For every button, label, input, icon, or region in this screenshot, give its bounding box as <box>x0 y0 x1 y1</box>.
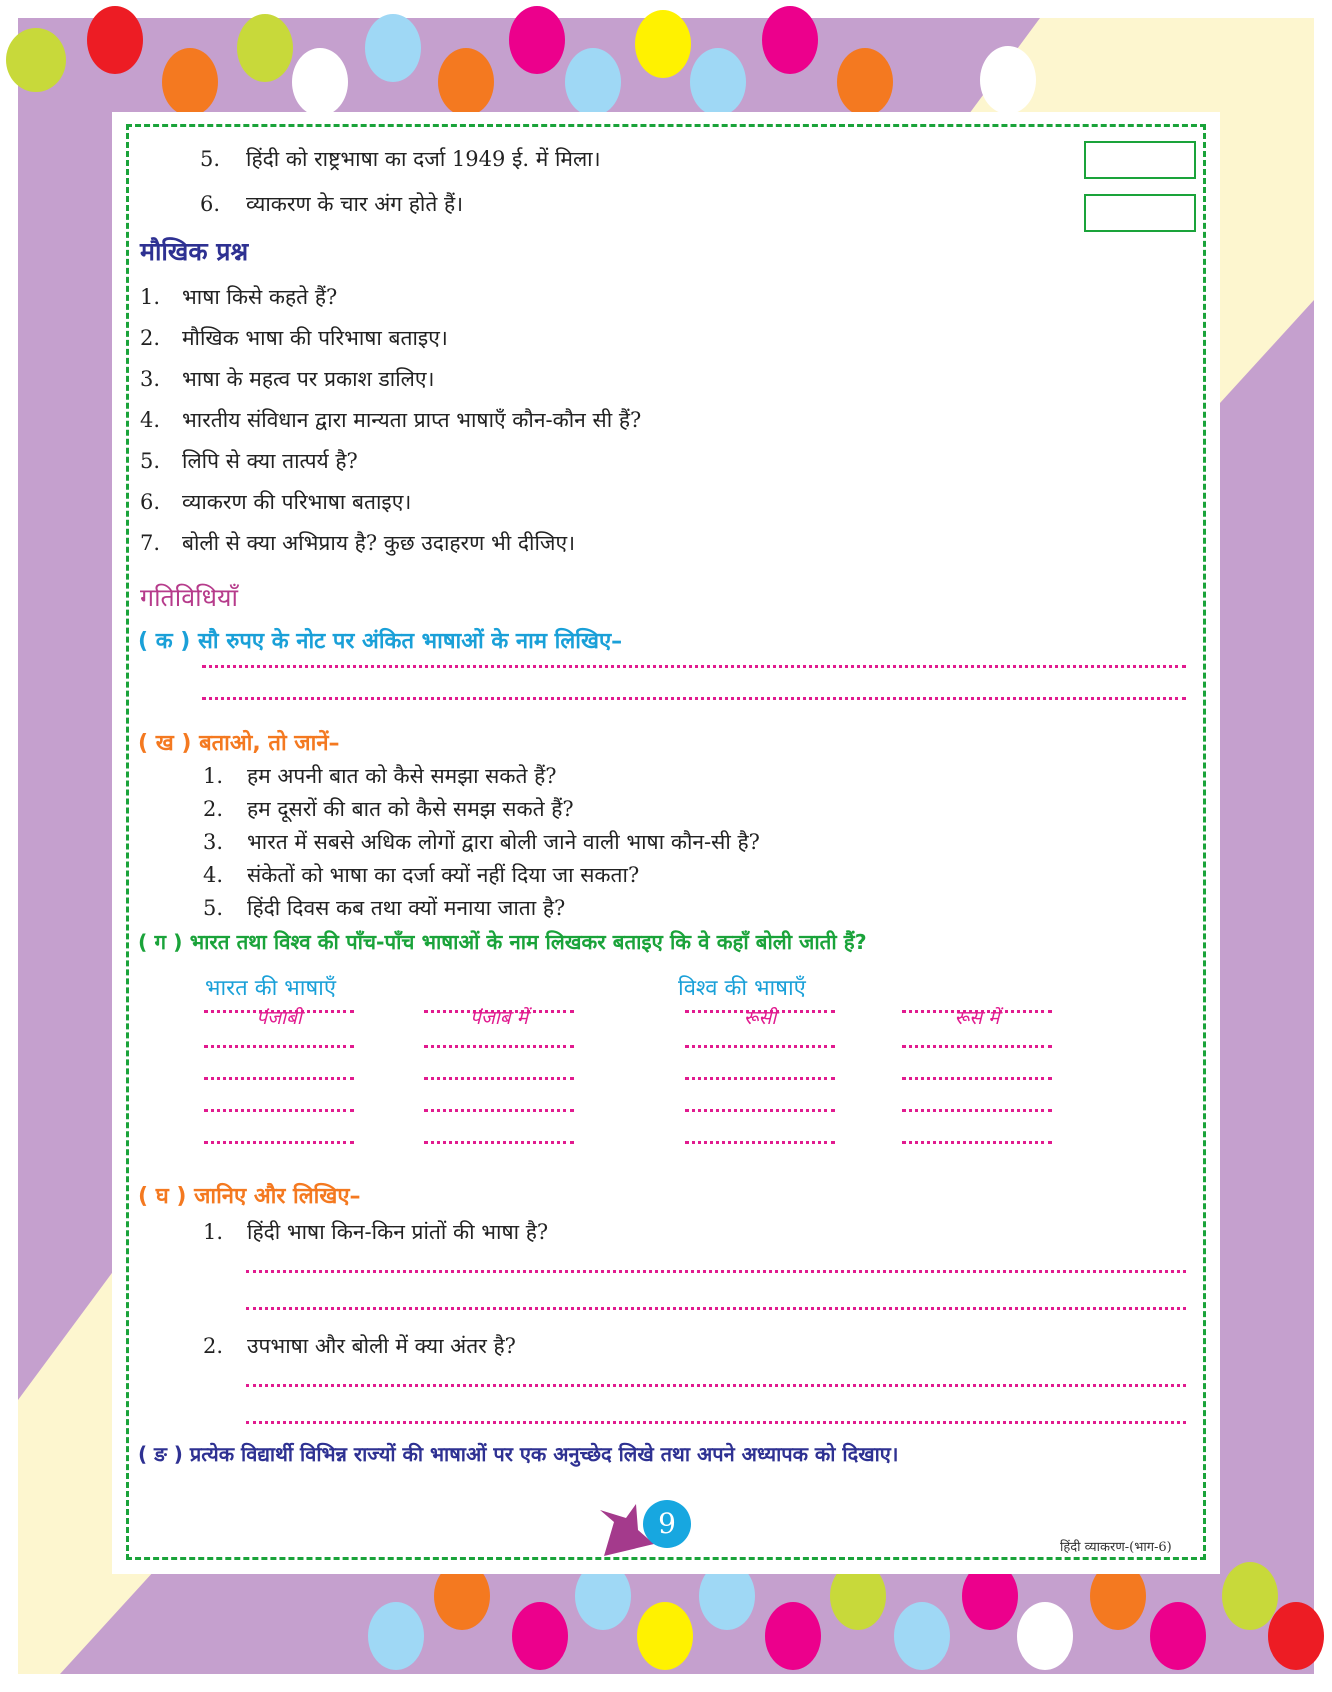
oral-heading: मौखिक प्रश्न <box>140 237 249 266</box>
answer-line[interactable] <box>685 1045 835 1048</box>
activity-kha-title: ( ख ) बताओ, तो जानें– <box>138 731 340 756</box>
answer-line[interactable] <box>685 1141 835 1144</box>
example-india-place: पंजाब में <box>469 1007 529 1029</box>
activity-nga-prompt: ( ङ ) प्रत्येक विद्यार्थी विभिन्न राज्यों की भाषाओं पर एक अनुच्छेद लिखे तथा अपने अध्यापक को दिखाए। <box>138 1442 899 1466</box>
footer-book-title: हिंदी व्याकरण-(भाग-6) <box>1060 1540 1172 1555</box>
kha-item: 3. भारत में सबसे अधिक लोगों द्वारा बोली जाने वाली भाषा कौन-सी है? <box>203 830 760 854</box>
oral-item: 1. भाषा किसे कहते हैं? <box>140 285 338 309</box>
activities-heading: गतिविधियाँ <box>140 583 239 612</box>
kha-item: 5. हिंदी दिवस कब तथा क्यों मनाया जाता है? <box>203 896 566 920</box>
gha-item: 1. हिंदी भाषा किन-किन प्रांतों की भाषा है? <box>203 1220 549 1244</box>
activity-gha-title: ( घ ) जानिए और लिखिए– <box>138 1184 361 1209</box>
statement-6: 6. व्याकरण के चार अंग होते हैं। <box>200 192 464 216</box>
gha-item: 2. उपभाषा और बोली में क्या अंतर है? <box>203 1334 516 1358</box>
oral-item: 3. भाषा के महत्व पर प्रकाश डालिए। <box>140 367 435 391</box>
kha-item: 4. संकेतों को भाषा का दर्जा क्यों नहीं दिया जा सकता? <box>203 863 640 887</box>
answer-line[interactable] <box>685 1109 835 1112</box>
activity-ka-prompt: ( क ) सौ रुपए के नोट पर अंकित भाषाओं के नाम लिखिए– <box>138 629 623 654</box>
answer-line[interactable] <box>902 1045 1052 1048</box>
answer-line[interactable] <box>424 1141 574 1144</box>
answer-line[interactable] <box>246 1307 1186 1310</box>
example-india-language: पंजाबी <box>256 1007 302 1029</box>
answer-line[interactable] <box>246 1421 1186 1424</box>
answer-line[interactable] <box>246 1270 1186 1273</box>
oral-item: 4. भारतीय संविधान द्वारा मान्यता प्राप्त भाषाएँ कौन-कौन सी हैं? <box>140 408 642 432</box>
answer-line[interactable] <box>202 697 1186 700</box>
oral-item: 6. व्याकरण की परिभाषा बताइए। <box>140 490 412 514</box>
example-world-place: रूस में <box>954 1007 1000 1029</box>
oral-item: 2. मौखिक भाषा की परिभाषा बताइए। <box>140 326 448 350</box>
activity-ga-title: ( ग ) भारत तथा विश्व की पाँच-पाँच भाषाओं के नाम लिखकर बताइए कि वे कहाँ बोली जाती हैं? <box>138 930 867 954</box>
answer-line[interactable] <box>204 1077 354 1080</box>
answer-line[interactable] <box>902 1141 1052 1144</box>
answer-box-5[interactable] <box>1084 141 1196 179</box>
kha-item: 1. हम अपनी बात को कैसे समझा सकते हैं? <box>203 764 557 788</box>
kha-item: 2. हम दूसरों की बात को कैसे समझ सकते हैं? <box>203 797 574 821</box>
oral-item: 5. लिपि से क्या तात्पर्य है? <box>140 449 358 473</box>
answer-line[interactable] <box>204 1109 354 1112</box>
answer-line[interactable] <box>902 1077 1052 1080</box>
page-number: 9 <box>643 1500 691 1548</box>
answer-line[interactable] <box>204 1045 354 1048</box>
answer-line[interactable] <box>424 1045 574 1048</box>
answer-box-6[interactable] <box>1084 194 1196 232</box>
statement-5: 5. हिंदी को राष्ट्रभाषा का दर्जा 1949 ई. में मिला। <box>200 147 601 171</box>
answer-line[interactable] <box>246 1384 1186 1387</box>
answer-line[interactable] <box>424 1109 574 1112</box>
oral-item: 7. बोली से क्या अभिप्राय है? कुछ उदाहरण भी दीजिए। <box>140 531 576 555</box>
world-languages-heading: विश्व की भाषाएँ <box>678 976 806 1001</box>
answer-line[interactable] <box>424 1077 574 1080</box>
example-world-language: रूसी <box>743 1007 777 1029</box>
answer-line[interactable] <box>902 1109 1052 1112</box>
answer-line[interactable] <box>202 665 1186 668</box>
answer-line[interactable] <box>204 1141 354 1144</box>
answer-line[interactable] <box>685 1077 835 1080</box>
india-languages-heading: भारत की भाषाएँ <box>205 976 337 1001</box>
